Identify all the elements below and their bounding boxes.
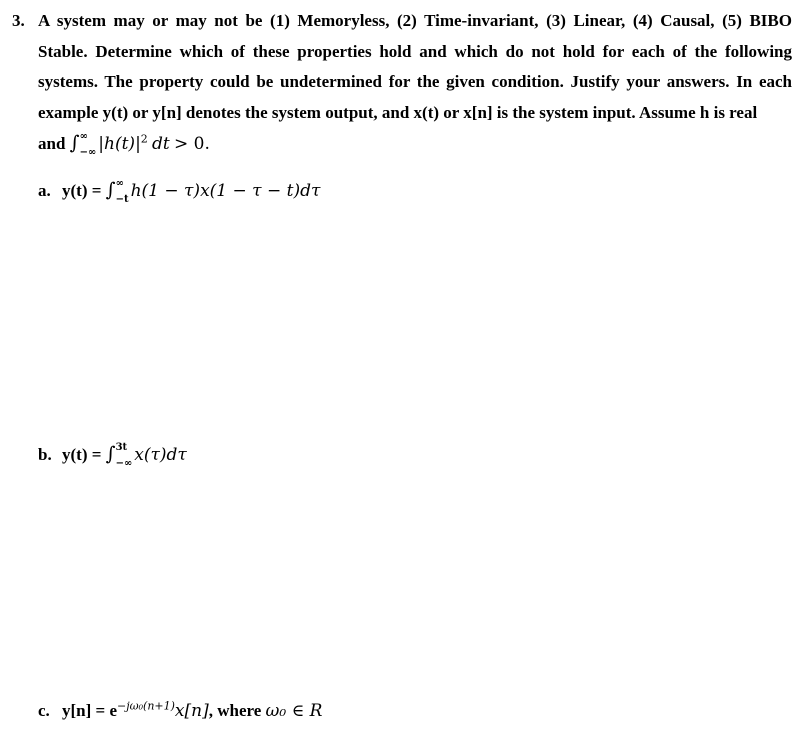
condition-integrand: |h(t)| [98, 134, 141, 154]
part-a-label: a. [38, 181, 51, 200]
part-b-lower-limit: −∞ [115, 458, 133, 470]
part-c [38, 699, 322, 723]
part-b [38, 442, 187, 470]
part-b-integrand: x(τ)dτ [134, 445, 187, 465]
part-b-label: b. [38, 445, 52, 464]
problem-text: A system may or may not be (1) Memoryless, (2) Time-invariant, (3) Linear, (4) Causal, (5) BIBO Stable. Determine which of these properties hold and which do not hold for each of the following systems. The property could be undetermined for the given condition. Justify your answers. In each example y(t) or y[n] denotes the system output, and x(t) or x[n] is the system input. Assume h is real [38, 11, 792, 122]
part-a-lower-limit: −t [115, 194, 129, 206]
part-a-limits [115, 178, 129, 206]
part-a-lhs: y(t) = [62, 181, 102, 200]
condition-lower-limit: −∞ [79, 147, 97, 159]
part-c-label: c. [38, 701, 50, 720]
part-b-integral-sign: ∫ [105, 443, 116, 465]
part-c-condition: ω₀ ∈ R [265, 701, 323, 721]
part-b-upper-limit: 3t [115, 442, 128, 454]
problem-text-block [38, 6, 792, 160]
part-c-lhs: y[n] = [62, 701, 106, 720]
condition-and: and [38, 134, 66, 153]
condition-dt: dt [152, 134, 170, 154]
part-c-where: , where [208, 701, 262, 720]
part-c-base: e [109, 701, 118, 720]
part-a-integral-sign: ∫ [105, 179, 116, 201]
condition-upper-limit: ∞ [79, 131, 88, 143]
part-c-signal: x[n] [174, 701, 209, 721]
problem-number: 3. [12, 11, 25, 30]
condition-limits [79, 131, 97, 159]
condition-power: 2 [140, 132, 148, 146]
condition-relation: > 0. [174, 134, 210, 154]
part-a [38, 178, 321, 206]
problem-statement [12, 6, 792, 160]
part-b-lhs: y(t) = [62, 445, 102, 464]
part-c-exponent: −jω₀(n+1) [117, 699, 175, 713]
condition-integral-sign: ∫ [69, 132, 80, 154]
part-b-limits [115, 442, 133, 470]
part-a-integrand: h(1 − τ)x(1 − τ − t)dτ [130, 181, 321, 201]
part-a-upper-limit: ∞ [115, 178, 124, 190]
